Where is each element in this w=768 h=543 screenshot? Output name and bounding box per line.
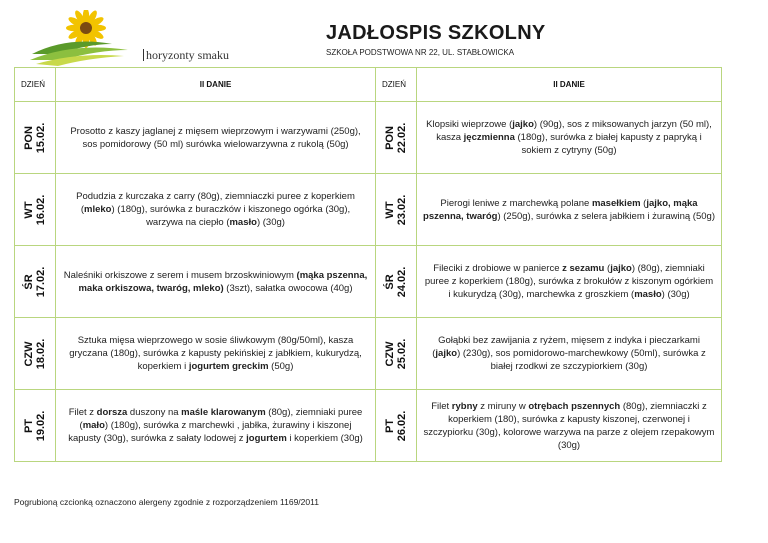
day-label: ŚR 17.02.: [23, 266, 47, 297]
dish-text: i koperkiem (30g): [286, 433, 363, 444]
dish-text: (3szt), sałatka owocowa (40g): [223, 282, 353, 294]
allergen-text: jęczmienna: [463, 132, 515, 143]
dish-cell: [417, 174, 722, 246]
allergen-text: jogurtem greckim: [188, 361, 269, 372]
dish-text: (: [604, 263, 611, 274]
menu-row: [15, 102, 722, 174]
dish-text: ) (180g), surówka z marchewki , jabłka, żurawiny i kiszonej kapusty (30g), surówka z sałaty lodowej z: [68, 420, 352, 444]
dish-cell: [417, 102, 722, 174]
allergen-text: jajko: [610, 263, 632, 274]
day-label: PON 22.02.: [384, 122, 408, 153]
allergen-note: Pogrubioną czcionką oznaczono alergeny zgodnie z rozporządzeniem 1169/2011: [14, 497, 319, 507]
dish-text: ) (250g), surówka z selera jabłkiem i żurawiną (50g): [497, 210, 715, 222]
dish-cell: [56, 390, 376, 462]
dish-text: (180g), surówka z białej kapusty z papryką i sokiem z cytryny (50g): [514, 132, 702, 156]
dish-text: duszony na: [127, 407, 182, 418]
dish-text: Pierogi leniwe z marchewką polane: [440, 197, 592, 209]
menu-row: [15, 174, 722, 246]
day-cell: [15, 390, 56, 462]
dish-cell: [56, 246, 376, 318]
dish-text: z miruny w: [477, 400, 529, 412]
day-label: WT 23.02.: [384, 194, 408, 225]
sunflower-logo: [28, 10, 229, 66]
dish-text: Naleśniki orkiszowe z serem i musem brzoskwiniowym: [63, 269, 297, 281]
allergen-text: masło: [634, 289, 662, 300]
day-cell: [376, 390, 417, 462]
allergen-text: jajko, mąka pszenna, twaróg: [423, 197, 698, 222]
day-label: PT 26.02.: [384, 410, 408, 441]
dish-cell: [56, 174, 376, 246]
menu-row: [15, 390, 722, 462]
dish-text: (80g), ziemniaki puree (: [79, 407, 363, 431]
allergen-text: jajko: [512, 119, 534, 130]
day-label: CZW 18.02.: [23, 338, 47, 369]
allergen-text: z sezamu: [562, 263, 605, 274]
allergen-text: jajko: [435, 348, 458, 359]
dish-text: Filet: [431, 400, 452, 412]
allergen-text: rybny: [451, 400, 478, 412]
allergen-text: (mąka pszenna, maka orkiszowa, twaróg, mleko): [78, 269, 368, 294]
dish-text: Prosotto z kaszy jaglanej z mięsem wieprzowym i warzywami (250g), sos pomidorowy (50 ml) surówka wielowarzywna z rukolą (50g): [70, 125, 361, 150]
menu-header-row: [15, 68, 722, 102]
dish-text: (: [640, 197, 647, 209]
dish-text: ) (30g): [661, 289, 690, 300]
day-cell: [376, 246, 417, 318]
day-cell: [15, 246, 56, 318]
dish-text: (80g), ziemniaczki z koperkiem (180), surówka z kapusty kiszonej, czerwonej i szczypiorku (30g), kolorowe warzywa na parze z olejem rzepakowym (30g): [423, 400, 715, 451]
dish-text: Gołąbki bez zawijania z ryżem, mięsem z indyka i pieczarkami (: [432, 335, 700, 359]
allergen-text: mało: [82, 420, 105, 431]
allergen-text: maśle klarowanym: [181, 407, 266, 418]
day-cell: [15, 174, 56, 246]
dish-text: Fileciki z drobiowe w panierce: [433, 263, 563, 274]
dish-text: ) (90g), sos z miksowanych jarzyn (50 ml), kasza: [436, 119, 712, 143]
day-label: ŚR 24.02.: [384, 266, 408, 297]
dish-text: (50g): [268, 361, 294, 372]
day-cell: [376, 318, 417, 390]
allergen-text: dorsza: [96, 407, 128, 418]
logo-text: horyzonty smaku: [143, 48, 229, 63]
column-header-dish: II DANIE: [56, 68, 376, 102]
dish-cell: [56, 102, 376, 174]
day-label: PON 15.02.: [23, 122, 47, 153]
allergen-text: jogurtem: [246, 433, 287, 444]
dish-text: ) (180g), surówka z buraczków i kiszonego ogórka (30g), warzywa na ciepło (: [111, 204, 351, 228]
column-header-day: DZIEŃ: [15, 68, 56, 102]
dish-cell: [56, 318, 376, 390]
dish-text: ) (30g): [256, 217, 285, 228]
menu-row: [15, 318, 722, 390]
day-label: CZW 25.02.: [384, 338, 408, 369]
day-cell: [15, 318, 56, 390]
dish-text: ) (80g), ziemniaki puree z koperkiem (180g), surówka z brokułów z kiszonym ogórkiem i kukurydzą (30g), marchewka z groszkiem (: [424, 263, 714, 300]
dish-text: ) (230g), sos pomidorowo-marchewkowy (50ml), surówka z białej rzodkwi ze szczypiorkiem (30g): [457, 348, 706, 372]
dish-text: Sztuka mięsa wieprzowego w sosie śliwkowym (80g/50ml), kasza gryczana (180g), surówka z kapusty pekińskiej z jabłkiem, kukurydzą, koperkiem i: [69, 335, 362, 372]
page-title: JADŁOSPIS SZKOLNY: [326, 22, 546, 44]
dish-text: Klopsiki wieprzowe (: [426, 119, 513, 130]
page-subtitle: SZKOŁA PODSTWOWA NR 22, UL. STABŁOWICKA: [326, 48, 515, 57]
day-cell: [15, 102, 56, 174]
column-header-dish: II DANIE: [417, 68, 722, 102]
menu-row: [15, 246, 722, 318]
dish-cell: [417, 390, 722, 462]
column-header-day: DZIEŃ: [376, 68, 417, 102]
day-cell: [376, 102, 417, 174]
allergen-text: masełkiem: [591, 197, 641, 209]
menu-table: [14, 67, 722, 462]
dish-text: Filet z: [68, 407, 97, 418]
allergen-text: mleko: [84, 204, 112, 215]
allergen-text: masło: [229, 217, 257, 228]
dish-cell: [417, 246, 722, 318]
day-label: PT 19.02.: [23, 410, 47, 441]
day-label: WT 16.02.: [23, 194, 47, 225]
dish-text: Podudzia z kurczaka z carry (80g), ziemniaczki puree z koperkiem (: [76, 191, 355, 215]
dish-cell: [417, 318, 722, 390]
allergen-text: otrębach pszennych: [528, 400, 621, 412]
day-cell: [376, 174, 417, 246]
